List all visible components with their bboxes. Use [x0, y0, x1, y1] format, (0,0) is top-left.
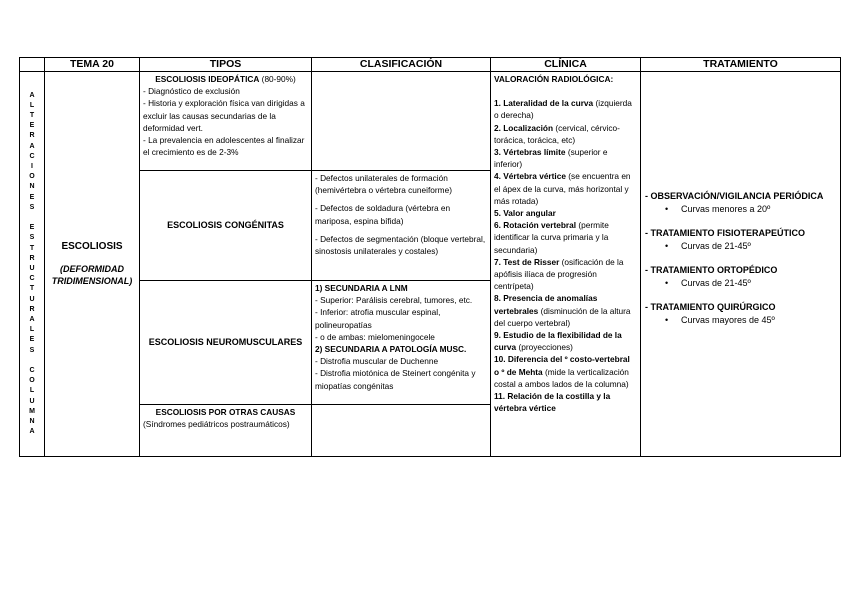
- idiopatica-line: - La prevalencia en adolescentes al finalizar el crecimiento es de 2-3%: [143, 135, 305, 158]
- clinica-item-title: Test de Risser: [503, 256, 560, 267]
- header-row: [20, 58, 841, 72]
- tratamiento-group: [645, 227, 836, 252]
- side-letter: C: [29, 275, 35, 283]
- tratamiento-bullet: • Curvas de 21-45º: [645, 277, 836, 290]
- side-letter: C: [29, 367, 35, 375]
- tratamiento-bullet: • Curvas menores a 20º: [645, 203, 836, 216]
- disease-name: ESCOLIOSIS: [61, 241, 123, 252]
- clasificacion-idiopatica: [312, 72, 491, 171]
- side-letter: O: [29, 377, 35, 385]
- clasificacion-otras: [312, 405, 491, 457]
- congenitas-item: - Defectos de segmentación (bloque vertebral, sinostosis unilaterales y costales): [315, 233, 486, 257]
- idiopatica-line: - Historia y exploración física van dirigidas a excluir las causas secundarias de la deformidad vert.: [143, 98, 305, 133]
- tipo-idiopatica: [140, 72, 312, 171]
- neuromusculares-item: 1) SECUNDARIA A LNM: [315, 283, 408, 293]
- side-letter: I: [31, 162, 33, 170]
- tratamiento-cell: [641, 72, 841, 457]
- clinica-item-detail: (mide la verticalización costal a ambos lados de la columna): [494, 366, 629, 389]
- congenitas-item: - Defectos unilaterales de formación (hemivértebra o vértebra cuneiforme): [315, 173, 452, 196]
- clinica-item-title: Localización: [503, 122, 554, 133]
- clinica-item-detail: (se encuentra en el ápex de la curva, más horizontal y más rotada): [494, 171, 631, 206]
- clinica-item: [494, 256, 637, 293]
- tratamiento-group: [645, 264, 836, 289]
- clinica-item: [494, 292, 637, 329]
- header-tratamiento: TRATAMIENTO: [641, 58, 841, 72]
- congenitas-item: - Defectos de soldadura (vértebra en mariposa, espina bífida): [315, 203, 451, 226]
- side-letter: [20, 213, 44, 223]
- side-letter: N: [29, 418, 35, 426]
- side-letter: U: [29, 397, 35, 405]
- side-letter: T: [29, 244, 35, 252]
- clinica-item-title: Valor angular: [503, 208, 556, 219]
- clinica-item: [494, 97, 637, 121]
- otras-title: ESCOLIOSIS POR OTRAS CAUSAS: [155, 407, 296, 417]
- side-letter: A: [29, 91, 35, 99]
- clinica-item: [494, 219, 637, 256]
- side-letter: [20, 356, 44, 366]
- idiopatica-line: - Diagnóstico de exclusión: [143, 86, 240, 97]
- clinica-item-title: Diferencia del º costo-vertebral o º de Mehta: [494, 354, 630, 377]
- clinica-item-number: 1.: [494, 98, 501, 109]
- side-letter: U: [29, 265, 35, 272]
- side-letter: O: [29, 173, 35, 181]
- header-clasificacion: CLASIFICACIÓN: [312, 58, 491, 72]
- clinica-item-number: 4.: [494, 171, 501, 182]
- side-letter: T: [29, 285, 35, 293]
- side-letter: N: [29, 183, 35, 191]
- clinica-item-number: 9.: [494, 330, 501, 341]
- side-letter: M: [29, 407, 35, 415]
- side-letter: E: [29, 122, 35, 130]
- header-tipos: TIPOS: [140, 58, 312, 72]
- neuromusculares-item: - Superior: Parálisis cerebral, tumores, etc.: [315, 295, 473, 306]
- clinica-cell: [491, 72, 641, 457]
- clinica-item: [494, 146, 637, 170]
- side-letter: T: [29, 111, 35, 119]
- side-letter: E: [29, 224, 35, 232]
- side-letter: S: [29, 203, 35, 211]
- neuromusculares-item: - Distrofia muscular de Duchenne: [315, 356, 439, 367]
- clinica-item-detail: (disminución de la altura del cuerpo vertebral): [494, 305, 631, 328]
- tratamiento-group: [645, 190, 836, 215]
- clinica-item-title: Estudio de la flexibilidad de la curva: [494, 330, 622, 353]
- neuromusculares-list: [315, 282, 487, 392]
- clinica-item-detail: (permite identificar la curva primaria y la secundaria): [494, 220, 609, 255]
- tratamiento-title: - TRATAMIENTO FISIOTERAPEÚTICO: [645, 228, 805, 238]
- tratamiento-list: [645, 190, 836, 326]
- tratamiento-bullet: • Curvas de 21-45º: [645, 240, 836, 253]
- clinica-list: [494, 97, 637, 414]
- side-letter: L: [29, 326, 35, 334]
- side-letter: A: [29, 428, 35, 436]
- tratamiento-group: [645, 301, 836, 326]
- clasificacion-congenitas: [312, 171, 491, 281]
- tratamiento-title: - OBSERVACIÓN/VIGILANCIA PERIÓDICA: [645, 191, 824, 201]
- clinica-item-detail: (superior e inferior): [494, 147, 608, 170]
- row-idiopatica: [20, 72, 841, 171]
- side-letter: L: [29, 101, 35, 109]
- clinica-item: [494, 329, 637, 353]
- side-letter: E: [29, 336, 35, 344]
- clinica-item-number: 10.: [494, 354, 506, 365]
- side-letter: R: [29, 305, 35, 313]
- idiopatica-title: ESCOLIOSIS IDEOPÁTICA: [155, 74, 260, 84]
- side-letter: A: [29, 142, 35, 150]
- side-letter: S: [29, 234, 35, 242]
- neuromusculares-item: - o de ambas: mielomeningocele: [315, 331, 435, 342]
- side-letter: L: [29, 387, 35, 395]
- neuromusculares-item: 2) SECUNDARIA A PATOLOGÍA MUSC.: [315, 344, 467, 355]
- clinica-item-title: Vértebras límite: [503, 147, 566, 158]
- otras-subtitle: (Síndromes pediátricos postraumáticos): [143, 419, 290, 430]
- header-tema: TEMA 20: [45, 58, 140, 72]
- clinica-item-title: Vértebra vértice: [503, 171, 566, 182]
- clinica-item-title: Lateralidad de la curva: [503, 98, 594, 109]
- clinica-title: VALORACIÓN RADIOLÓGICA:: [494, 74, 614, 84]
- clinica-item-detail: (cervical, cérvico-torácica, torácica, etc): [494, 122, 620, 145]
- side-letter: E: [29, 193, 35, 201]
- disease-subtitle: (DEFORMIDAD TRIDIMENSIONAL): [51, 264, 133, 286]
- idiopatica-title-suffix: (80-90%): [259, 74, 296, 84]
- clinica-item-number: 7.: [494, 256, 501, 267]
- clinica-item-number: 8.: [494, 293, 501, 304]
- side-letter: A: [29, 316, 35, 324]
- summary-table: [19, 57, 841, 457]
- tratamiento-bullet: • Curvas mayores de 45º: [645, 314, 836, 327]
- clinica-item: [494, 390, 637, 414]
- clinica-item-number: 11.: [494, 391, 506, 402]
- clinica-item-title: Relación de la costilla y la vértebra vértice: [494, 391, 611, 414]
- side-vertical-label: [20, 72, 45, 457]
- tipo-congenitas: ESCOLIOSIS CONGÉNITAS: [140, 171, 312, 281]
- clinica-item: [494, 353, 637, 390]
- clinica-item-detail: (osificación de la apófisis ilíaca de progresión centrípeta): [494, 256, 624, 292]
- neuromusculares-item: - Distrofia miotónica de Steinert congénita y miopatías congénitas: [315, 368, 476, 391]
- disease-name-cell: [45, 72, 140, 457]
- clinica-item-title: Rotación vertebral: [503, 220, 577, 231]
- header-clinica: CLÍNICA: [491, 58, 641, 72]
- clinica-item: [494, 170, 637, 207]
- tratamiento-title: - TRATAMIENTO QUIRÚRGICO: [645, 302, 776, 312]
- side-letter: S: [29, 346, 35, 354]
- clinica-item-number: 3.: [494, 147, 501, 158]
- side-letter: R: [29, 254, 35, 262]
- clinica-item-number: 5.: [494, 208, 501, 219]
- clasificacion-neuromusculares: [312, 281, 491, 405]
- header-blank: [20, 58, 45, 72]
- tratamiento-title: - TRATAMIENTO ORTOPÉDICO: [645, 265, 778, 275]
- clinica-item-number: 6.: [494, 220, 501, 231]
- clinica-item: [494, 122, 637, 146]
- tipo-otras: [140, 405, 312, 457]
- side-letter: U: [29, 295, 35, 303]
- side-letter: C: [29, 152, 35, 160]
- clinica-item-number: 2.: [494, 122, 501, 133]
- clinica-item: [494, 207, 637, 219]
- clinica-item-title: Presencia de anomalías vertebrales: [494, 293, 598, 316]
- side-letter: R: [29, 132, 35, 140]
- clinica-item-detail: (proyecciones): [518, 342, 573, 353]
- tipo-neuromusculares: ESCOLIOSIS NEUROMUSCULARES: [140, 281, 312, 405]
- idiopatica-title-line: [143, 73, 308, 85]
- clinica-item-detail: (izquierda o derecha): [494, 98, 632, 121]
- neuromusculares-item: - Inferior: atrofia muscular espinal, polineuropatías: [315, 307, 441, 330]
